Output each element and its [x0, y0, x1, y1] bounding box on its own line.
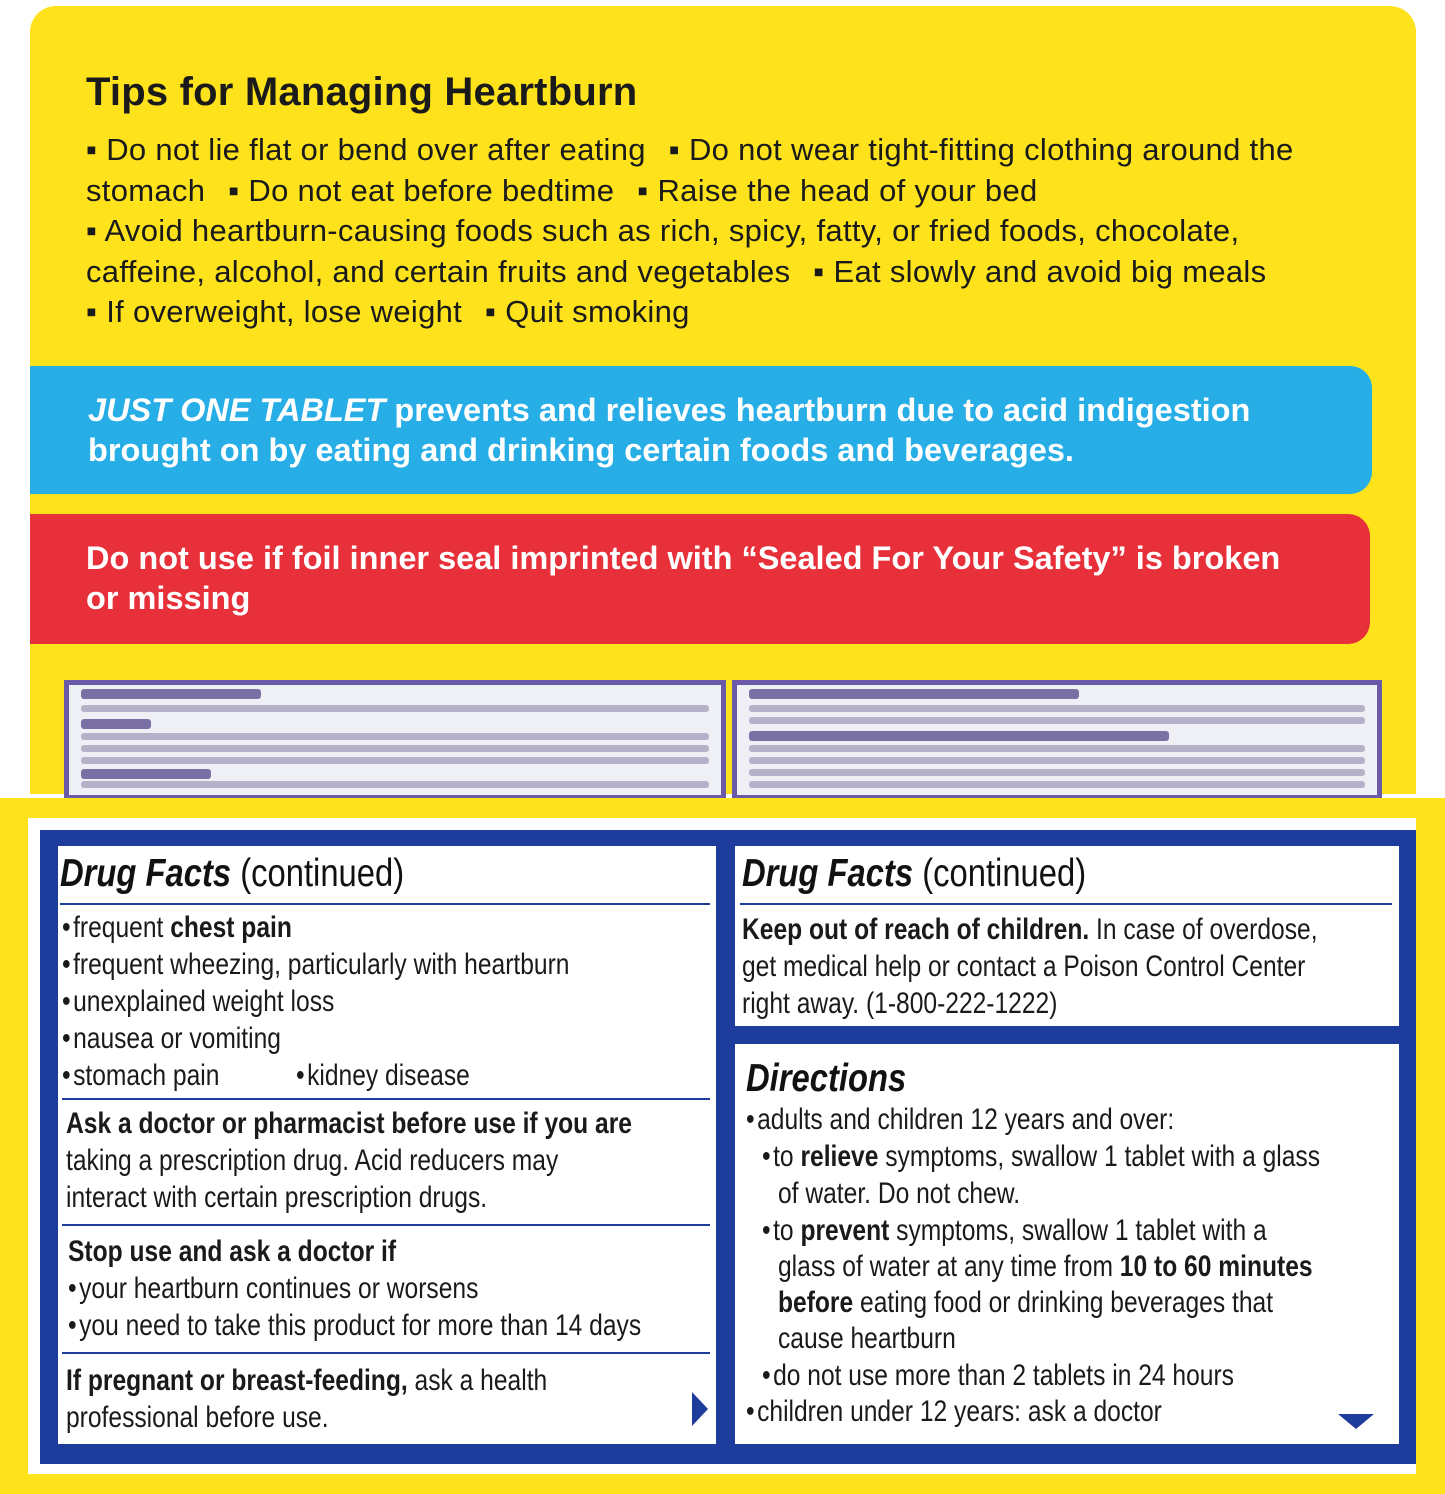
directions-item: of water. Do not chew. — [778, 1177, 1021, 1210]
tips-list — [86, 130, 1366, 333]
warning-item: • frequent chest pain — [62, 910, 292, 947]
directions-item: before eating food or drinking beverages that — [778, 1286, 1274, 1319]
pregnancy-warning: If pregnant or breast-feeding, ask a health — [66, 1364, 548, 1397]
warning-item: • stomach pain — [62, 1058, 219, 1095]
stop-use-heading: Stop use and ask a doctor if — [68, 1235, 397, 1268]
stop-use-item: • your heartburn continues or worsens — [68, 1271, 478, 1308]
tip-item: ▪ Do not wear tight-fitting clothing around the stomach — [86, 132, 1294, 208]
continue-arrow-icon — [692, 1392, 708, 1426]
ask-doctor-text: interact with certain prescription drugs. — [66, 1181, 488, 1214]
warning-item: • unexplained weight loss — [62, 984, 334, 1021]
directions-item: • do not use more than 2 tablets in 24 hours — [762, 1358, 1234, 1395]
divider — [62, 1098, 710, 1100]
directions-title: Directions — [746, 1057, 907, 1100]
tip-item: ▪ Eat slowly and avoid big meals — [813, 254, 1266, 289]
faded-drug-facts-panel — [64, 680, 726, 800]
ask-doctor-text: taking a prescription drug. Acid reducers may — [66, 1144, 559, 1177]
directions-item: • to relieve symptoms, swallow 1 tablet with a glass — [762, 1139, 1320, 1176]
poison-control-number: right away. (1-800-222-1222) — [742, 987, 1058, 1020]
directions-item: glass of water at any time from 10 to 60 minutes — [778, 1250, 1313, 1283]
keep-out-of-reach: get medical help or contact a Poison Control Center — [742, 950, 1306, 983]
tip-item: ▪ Do not lie flat or bend over after eating — [86, 132, 646, 167]
warning-item: • kidney disease — [296, 1058, 470, 1095]
divider — [62, 1224, 710, 1226]
divider — [60, 903, 710, 905]
stop-use-item: • you need to take this product for more than 14 days — [68, 1308, 641, 1345]
directions-item: cause heartburn — [778, 1322, 956, 1355]
claim-rest: prevents and relieves heartburn due to acid indigestion brought on by eating and drinking certain foods and beverages. — [88, 392, 1251, 468]
faded-drug-facts-panel — [732, 680, 1382, 800]
directions-item: • adults and children 12 years and over: — [746, 1102, 1174, 1139]
tip-item: ▪ Quit smoking — [485, 294, 690, 329]
keep-out-of-reach: Keep out of reach of children. In case of overdose, — [742, 913, 1318, 946]
warning-item: • frequent wheezing, particularly with heartburn — [62, 947, 569, 984]
directions-item: • to prevent symptoms, swallow 1 tablet with a — [762, 1213, 1267, 1250]
tip-item: ▪ Raise the head of your bed — [637, 173, 1037, 208]
tip-item: ▪ Do not eat before bedtime — [228, 173, 614, 208]
warning-item: • nausea or vomiting — [62, 1021, 281, 1058]
claim-text — [88, 390, 1378, 470]
divider — [62, 1352, 710, 1354]
claim-emphasis: JUST ONE TABLET — [88, 392, 386, 428]
tip-item: ▪ Avoid heartburn-causing foods such as rich, spicy, fatty, or fried foods, chocolate, caffeine, alcohol, and certain fruits and vegetables — [86, 213, 1240, 289]
panel-title: Drug Facts (continued) — [742, 852, 1087, 895]
directions-item: • children under 12 years: ask a doctor — [746, 1394, 1162, 1431]
safety-text: Do not use if foil inner seal imprinted with “Sealed For Your Safety” is broken or missing — [86, 540, 1281, 616]
pregnancy-warning: professional before use. — [66, 1401, 329, 1434]
panel-title: Drug Facts (continued) — [60, 852, 405, 895]
continue-arrow-icon — [1338, 1414, 1374, 1429]
divider — [740, 903, 1392, 905]
ask-doctor-heading: Ask a doctor or pharmacist before use if you are — [66, 1107, 632, 1140]
tips-title: Tips for Managing Heartburn — [86, 70, 638, 114]
tip-item: ▪ If overweight, lose weight — [86, 294, 462, 329]
